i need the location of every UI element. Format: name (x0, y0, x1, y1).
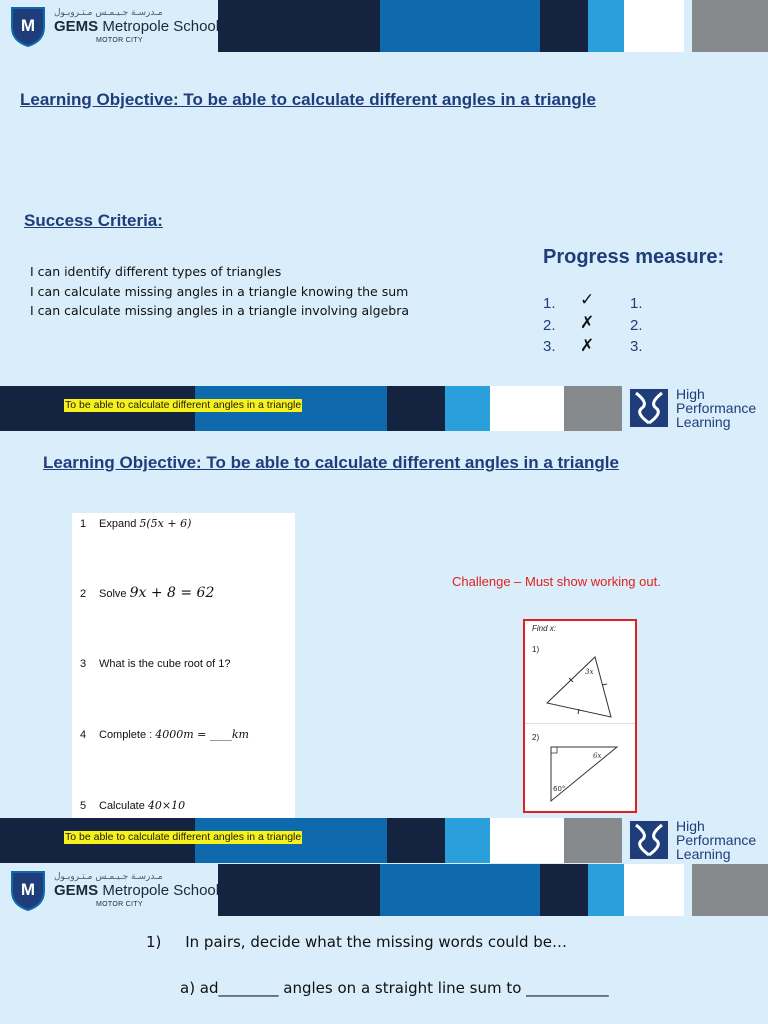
hpl-logo-icon (630, 821, 668, 859)
criterion: I can identify different types of triangles (30, 264, 282, 279)
banner-objective-label: To be able to calculate different angles in a triangle (65, 831, 302, 843)
progress-measure-title: Progress measure: (543, 246, 725, 268)
svg-text:M: M (20, 16, 36, 35)
criterion: I can calculate missing angles in a triangle knowing the sum (30, 283, 409, 299)
learning-objective-title: Learning Objective: To be able to calculate different angles in a triangle (20, 90, 596, 109)
cross-icon: ✗ (580, 336, 595, 355)
learning-objective-title: Learning Objective: To be able to calculate different angles in a triangle (43, 453, 619, 472)
progress-numbers-right: 1. 2. 3. (630, 295, 643, 355)
school-name: GEMS Metropole School (54, 17, 220, 35)
shield-icon (10, 5, 46, 47)
success-criteria-list (30, 262, 409, 321)
problem-2-label: 2) (532, 733, 540, 742)
quiz-question: 1 Expand 5(5x + 6) (80, 517, 192, 530)
challenge-text: Challenge – Must show working out. (452, 574, 661, 589)
school-arabic-name: مـدرسـة جـيـمـس مـتـروبـول (54, 7, 163, 18)
school-city: MOTOR CITY (96, 900, 143, 908)
svg-text:3x: 3x (585, 668, 594, 676)
svg-text:M: M (20, 880, 36, 899)
check-icon: ✓ (580, 290, 595, 309)
progress-numbers-left: 1. 2. 3. (543, 295, 556, 355)
find-x-title: Find x: (532, 624, 557, 633)
school-logo (10, 869, 219, 911)
svg-text:60°: 60° (553, 785, 566, 793)
quiz-question: 3 What is the cube root of 1? (80, 658, 231, 670)
progress-marks (580, 288, 594, 357)
question-1: 1) In pairs, decide what the missing words could be… (146, 933, 567, 951)
success-criteria-title: Success Criteria: (24, 211, 163, 230)
triangle-diagram-2 (525, 739, 635, 811)
quiz-question: 4 Complete : 4000m = ____km (80, 728, 249, 741)
problem-divider (525, 723, 635, 724)
quiz-question: 2 Solve 9x + 8 = 62 (80, 585, 215, 601)
banner-objective-label: To be able to calculate different angles in a triangle (65, 399, 302, 411)
triangle-diagram-1 (525, 651, 635, 723)
school-arabic-name: مـدرسـة جـيـمـس مـتـروبـول (54, 871, 163, 882)
hpl-text: High Performance Learning (676, 386, 757, 430)
problem-1-label: 1) (532, 645, 540, 654)
find-x-box (523, 619, 637, 813)
school-logo (10, 5, 219, 47)
svg-text:6x: 6x (593, 752, 602, 760)
hpl-text: High Performance Learning (676, 818, 757, 862)
header-color-band (218, 0, 768, 52)
hpl-logo (630, 387, 756, 429)
school-name: GEMS Metropole School (54, 881, 220, 899)
school-city: MOTOR CITY (96, 36, 143, 44)
cross-icon: ✗ (580, 313, 595, 332)
header-color-band (218, 864, 768, 916)
quiz-question: 5 Calculate 40×10 (80, 799, 186, 812)
hpl-logo-icon (630, 389, 668, 427)
question-1a: a) ad________ angles on a straight line sum to ___________ (180, 979, 609, 997)
starter-quiz (72, 513, 295, 818)
shield-icon (10, 869, 46, 911)
criterion: I can calculate missing angles in a triangle involving algebra (30, 303, 410, 318)
hpl-logo (630, 819, 756, 861)
